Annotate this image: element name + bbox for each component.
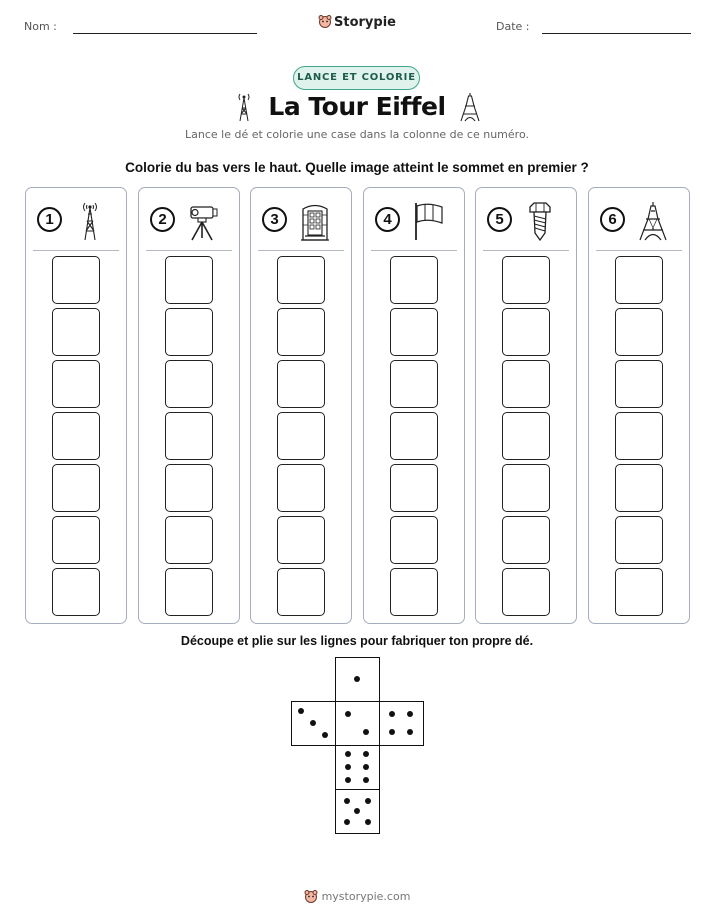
die-face-three: [291, 701, 336, 746]
date-label: Date :: [496, 20, 530, 33]
color-cell[interactable]: [277, 256, 325, 304]
radio-tower-icon: [72, 201, 108, 241]
color-cell[interactable]: [165, 412, 213, 460]
game-instruction: Colorie du bas vers le haut. Quelle image atteint le sommet en premier ?: [125, 160, 589, 175]
color-cell[interactable]: [390, 464, 438, 512]
color-cell[interactable]: [615, 412, 663, 460]
color-cell[interactable]: [615, 516, 663, 564]
color-cell[interactable]: [52, 256, 100, 304]
color-cell[interactable]: [390, 568, 438, 616]
column-number: 4: [375, 207, 400, 232]
color-cell[interactable]: [52, 360, 100, 408]
die-pip: [363, 777, 369, 783]
color-cell[interactable]: [615, 256, 663, 304]
column-number: 5: [487, 207, 512, 232]
column-number: 2: [150, 207, 175, 232]
color-cell[interactable]: [277, 308, 325, 356]
rivet-bolt-icon: [522, 201, 558, 241]
color-cell[interactable]: [165, 568, 213, 616]
activity-badge: LANCE ET COLORIE: [293, 66, 420, 90]
color-cell[interactable]: [615, 568, 663, 616]
die-pip: [354, 676, 360, 682]
die-pip: [344, 819, 350, 825]
die-pip: [363, 751, 369, 757]
die-pip: [345, 777, 351, 783]
die-pip: [354, 808, 360, 814]
color-cell[interactable]: [615, 464, 663, 512]
column-separator: [483, 250, 569, 251]
footer-url: mystorypie.com: [321, 890, 411, 903]
color-cell[interactable]: [502, 516, 550, 564]
french-flag-icon: [410, 201, 446, 241]
die-face-one: [335, 657, 380, 702]
die-pip: [407, 711, 413, 717]
column-separator: [33, 250, 119, 251]
column-number: 6: [600, 207, 625, 232]
column-number: 3: [262, 207, 287, 232]
name-line: [73, 33, 257, 34]
color-cell[interactable]: [165, 308, 213, 356]
die-pip: [345, 711, 351, 717]
column-4: [363, 187, 465, 624]
color-cell[interactable]: [165, 516, 213, 564]
die-face-two: [335, 701, 380, 746]
color-cell[interactable]: [165, 464, 213, 512]
color-cell[interactable]: [277, 360, 325, 408]
column-separator: [371, 250, 457, 251]
color-cell[interactable]: [52, 464, 100, 512]
color-cell[interactable]: [502, 464, 550, 512]
color-cell[interactable]: [277, 412, 325, 460]
color-cell[interactable]: [502, 308, 550, 356]
column-6: [588, 187, 690, 624]
color-cell[interactable]: [52, 412, 100, 460]
column-separator: [596, 250, 682, 251]
die-pip: [363, 729, 369, 735]
brand-name: Storypie: [334, 15, 396, 30]
footer: [0, 889, 714, 903]
color-cell[interactable]: [502, 412, 550, 460]
color-cell[interactable]: [615, 308, 663, 356]
die-face-four: [379, 701, 424, 746]
die-pip: [363, 764, 369, 770]
die-instruction: Découpe et plie sur les lignes pour fabriquer ton propre dé.: [180, 634, 534, 648]
name-label: Nom :: [24, 20, 57, 33]
eiffel-tower-title-icon: [458, 92, 482, 122]
column-separator: [258, 250, 344, 251]
color-cell[interactable]: [165, 360, 213, 408]
color-cell[interactable]: [390, 308, 438, 356]
color-cell[interactable]: [52, 308, 100, 356]
die-face-five: [335, 789, 380, 834]
color-cell[interactable]: [390, 412, 438, 460]
color-cell[interactable]: [615, 360, 663, 408]
page-title: La Tour Eiffel: [268, 92, 446, 121]
page-subtitle: Lance le dé et colorie une case dans la colonne de ce numéro.: [185, 128, 529, 141]
storypie-mascot-icon: [318, 14, 332, 28]
die-pip: [345, 751, 351, 757]
die-pip: [298, 708, 304, 714]
column-separator: [146, 250, 232, 251]
storypie-mascot-icon: [304, 889, 318, 903]
color-cell[interactable]: [52, 568, 100, 616]
color-cell[interactable]: [277, 568, 325, 616]
die-pip: [389, 729, 395, 735]
die-pip: [344, 798, 350, 804]
die-pip: [365, 798, 371, 804]
die-pip: [407, 729, 413, 735]
die-pip: [310, 720, 316, 726]
eiffel-tower-icon: [635, 201, 671, 241]
die-pip: [345, 764, 351, 770]
die-pip: [365, 819, 371, 825]
color-cell[interactable]: [390, 256, 438, 304]
color-cell[interactable]: [390, 360, 438, 408]
color-cell[interactable]: [502, 568, 550, 616]
color-cell[interactable]: [52, 516, 100, 564]
elevator-icon: [297, 201, 333, 241]
column-number: 1: [37, 207, 62, 232]
color-cell[interactable]: [390, 516, 438, 564]
color-cell[interactable]: [502, 256, 550, 304]
brand-logo: [0, 14, 714, 30]
column-3: [250, 187, 352, 624]
column-5: [475, 187, 577, 624]
color-cell[interactable]: [165, 256, 213, 304]
color-cell[interactable]: [277, 464, 325, 512]
die-pip: [322, 732, 328, 738]
die-pip: [389, 711, 395, 717]
die-face-six: [335, 745, 380, 790]
column-1: [25, 187, 127, 624]
color-cell[interactable]: [502, 360, 550, 408]
date-line: [542, 33, 691, 34]
surveyor-tripod-icon: [185, 201, 221, 241]
color-cell[interactable]: [277, 516, 325, 564]
column-2: [138, 187, 240, 624]
